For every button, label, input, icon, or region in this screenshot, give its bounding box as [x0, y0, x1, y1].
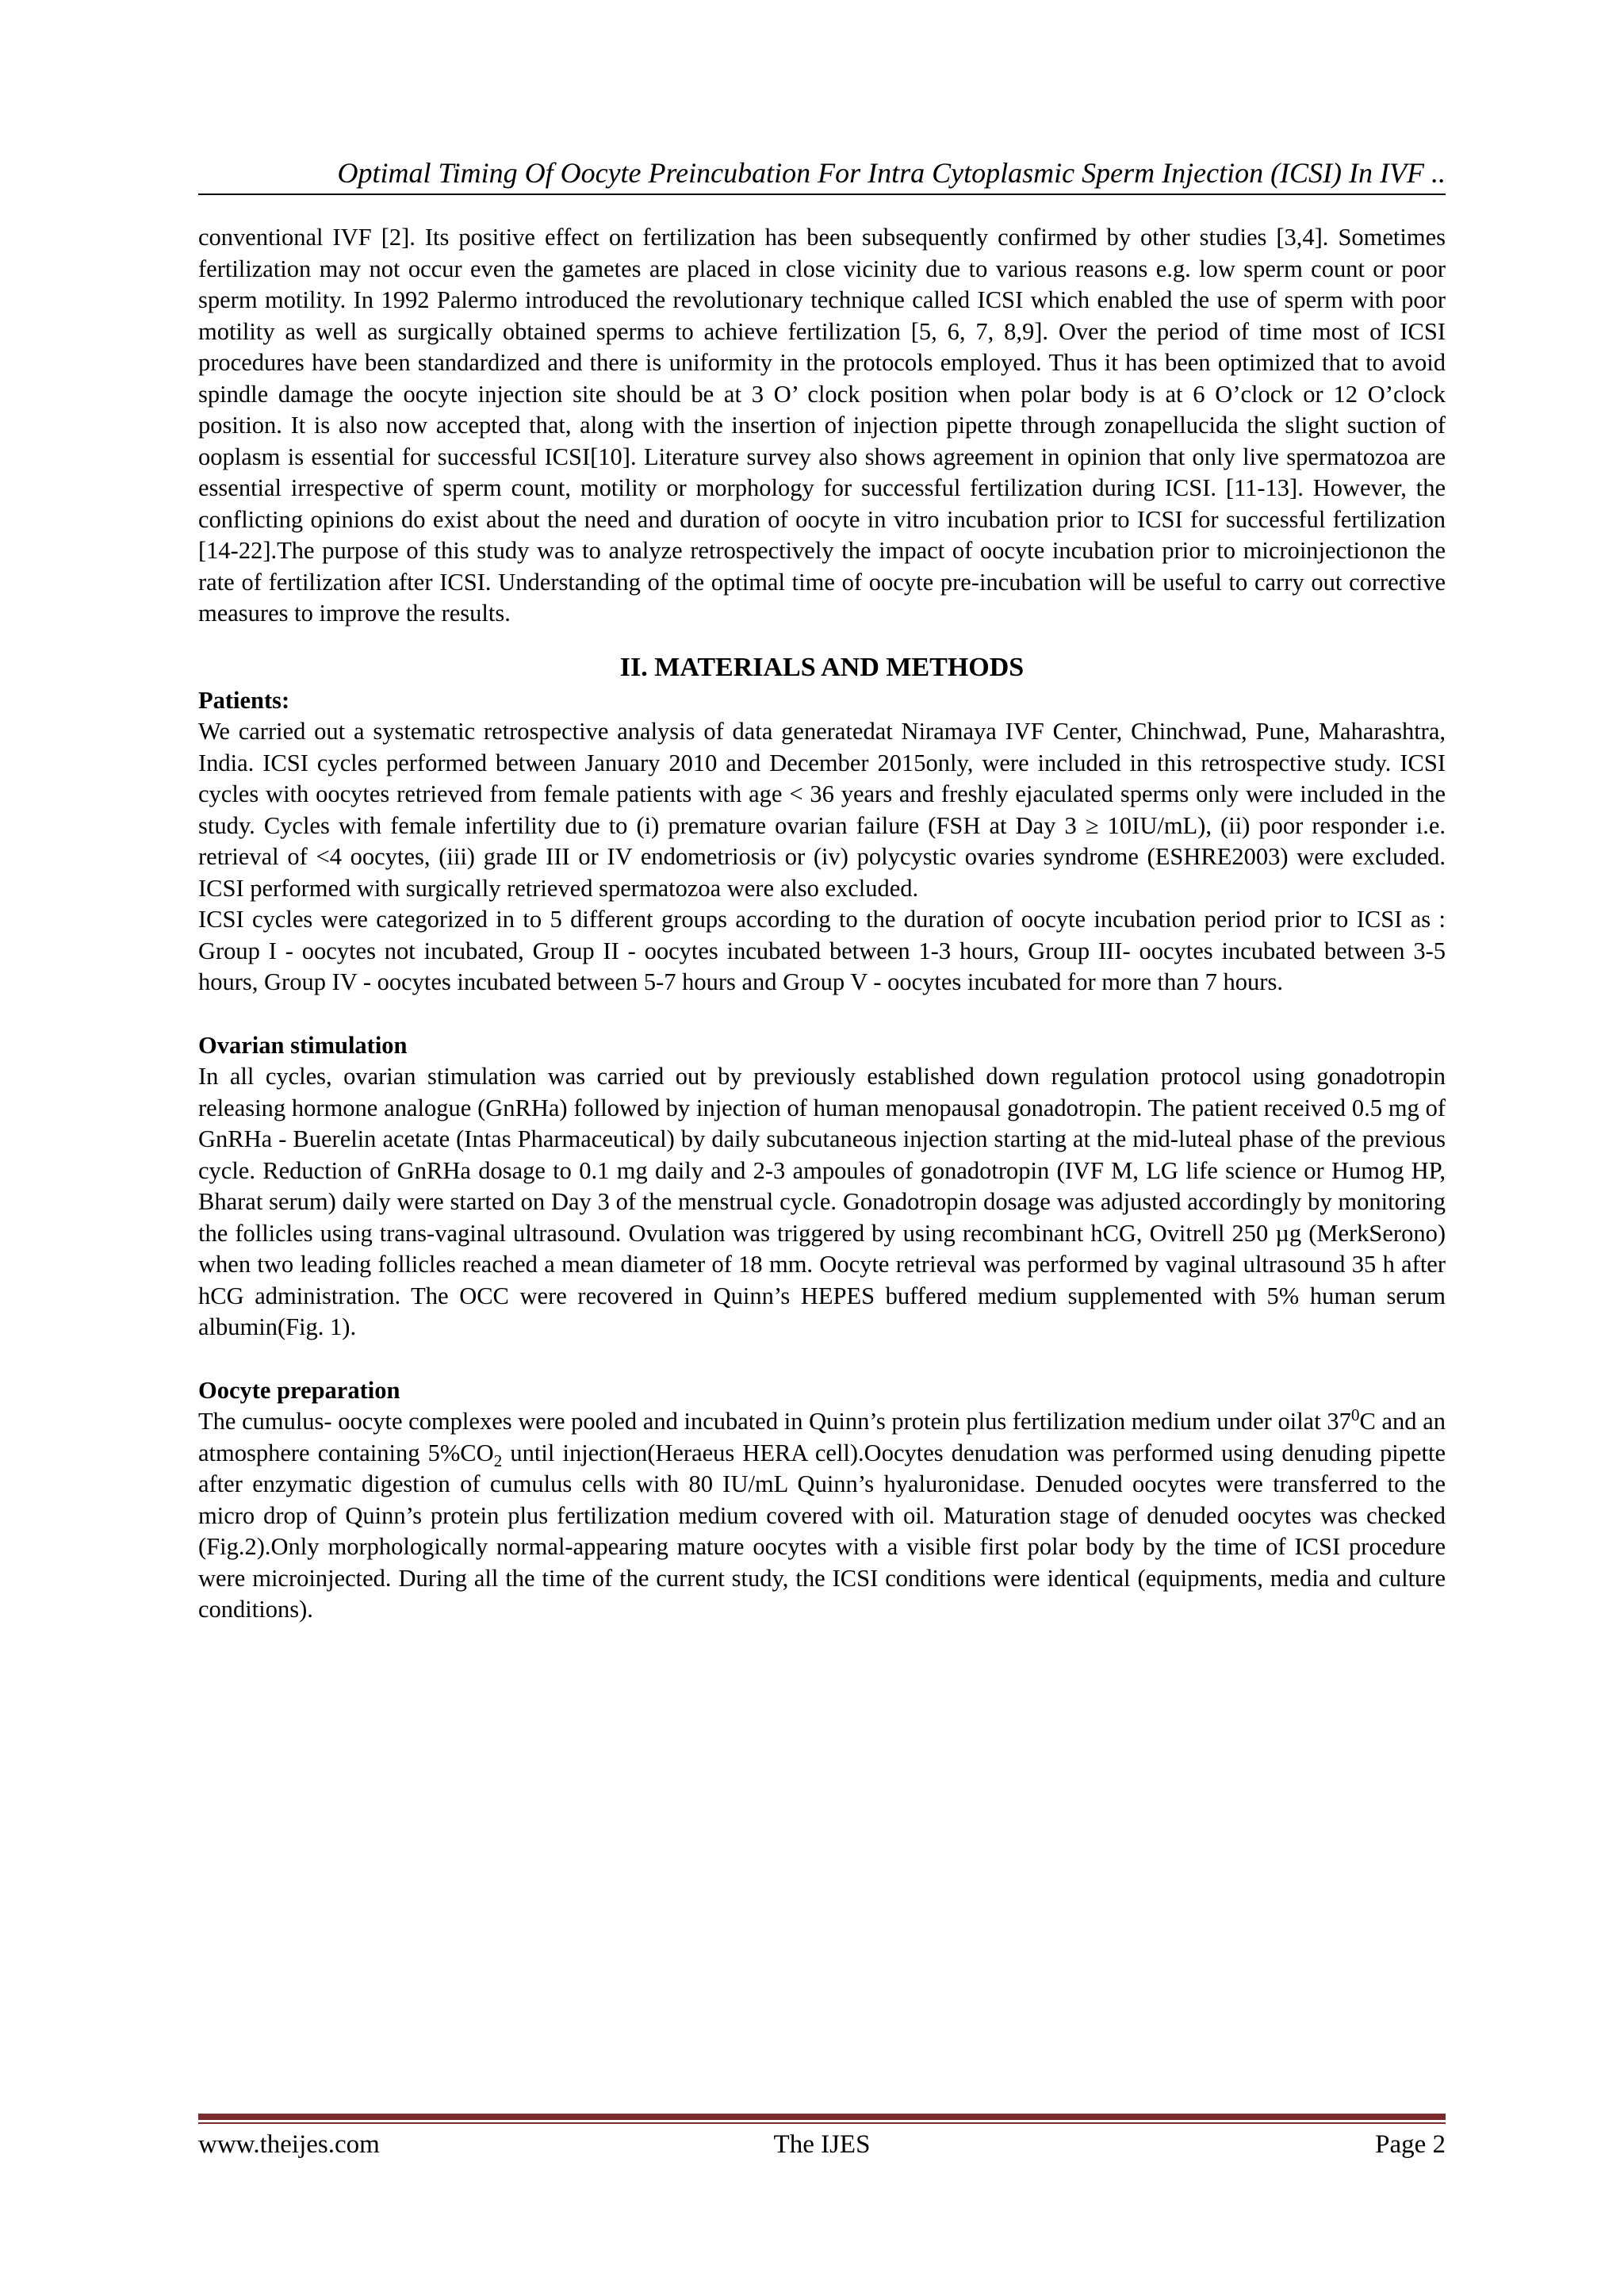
footer-rule-thin: [198, 2122, 1446, 2124]
oocyte-text-b: C and an atmosphere containing 5%CO: [198, 1408, 1446, 1466]
footer-rule: [198, 2114, 1446, 2124]
footer-website[interactable]: www.theijes.com: [198, 2130, 380, 2159]
oocyte-heading: Oocyte preparation: [198, 1376, 400, 1404]
section-title: II. MATERIALS AND METHODS: [619, 652, 1025, 682]
oocyte-paragraph: [198, 1406, 1446, 1626]
footer-journal: The IJES: [773, 2130, 871, 2159]
running-header: Optimal Timing Of Oocyte Preincubation For Intra Cytoplasmic Sperm Injection (ICSI) In IVF ..: [337, 157, 1446, 189]
oocyte-text-a: The cumulus- oocyte complexes were pooled and incubated in Quinn’s protein plus fertilization medium under oilat 37: [198, 1408, 1351, 1435]
patients-paragraph-2: ICSI cycles were categorized in to 5 different groups according to the duration of oocyte incubation period prior to ICSI as : Group I - oocytes not incubated, Group II - oocytes incubated between 1-3 hours, Group III- oocytes incubated between 3-5 hours, Group IV - oocytes incubated between 5-7 hours and Group V - oocytes incubated for more than 7 hours.: [198, 906, 1446, 995]
page-body: [198, 222, 1446, 1626]
paragraph-gap: [198, 999, 1446, 1030]
header-rule: [198, 194, 1446, 195]
degree-superscript: 0: [1350, 1405, 1360, 1424]
patients-heading: Patients:: [198, 686, 290, 714]
oocyte-text-c: until injection(Heraeus HERA cell).Oocytes denudation was performed using denuding pipette after enzymatic digestion of cumulus cells with 80 IU/mL Quinn’s hyaluronidase. Denuded oocytes were transferred to the micro drop of Quinn’s protein plus fertilization medium covered with oil. Maturation stage of denuded oocytes was checked (Fig.2).Only morphologically normal-appearing mature oocytes with a visible first polar body by the time of ICSI procedure were microinjected. During all the time of the current study, the ICSI conditions were identical (equipments, media and culture conditions).: [198, 1439, 1446, 1623]
ovarian-heading: Ovarian stimulation: [198, 1031, 408, 1059]
footer-rule-thick: [198, 2114, 1446, 2120]
footer-page-number: Page 2: [1375, 2130, 1446, 2159]
ovarian-paragraph: In all cycles, ovarian stimulation was carried out by previously established down regulation protocol using gonadotropin releasing hormone analogue (GnRHa) followed by injection of human menopausal gonadotropin. The patient received 0.5 mg of GnRHa - Buerelin acetate (Intas Pharmaceutical) by daily subcutaneous injection starting at the mid-luteal phase of the previous cycle. Reduction of GnRHa dosage to 0.1 mg daily and 2-3 ampoules of gonadotropin (IVF M, LG life science or Humog HP, Bharat serum) daily were started on Day 3 of the menstrual cycle. Gonadotropin dosage was adjusted accordingly by monitoring the follicles using trans-vaginal ultrasound. Ovulation was triggered by using recombinant hCG, Ovitrell 250 µg (MerkSerono) when two leading follicles reached a mean diameter of 18 mm. Oocyte retrieval was performed by vaginal ultrasound 35 h after hCG administration. The OCC were recovered in Quinn’s HEPES buffered medium supplemented with 5% human serum albumin(Fig. 1).: [198, 1063, 1446, 1340]
paragraph-gap: [198, 1343, 1446, 1375]
co2-subscript: 2: [493, 1451, 503, 1470]
intro-paragraph: conventional IVF [2]. Its positive effect on fertilization has been subsequently confirmed by other studies [3,4]. Sometimes fertilization may not occur even the gametes are placed in close vicinity due to various reasons e.g. low sperm count or poor sperm motility. In 1992 Palermo introduced the revolutionary technique called ICSI which enabled the use of sperm with poor motility as well as surgically obtained sperms to achieve fertilization [5, 6, 7, 8,9]. Over the period of time most of ICSI procedures have been standardized and there is uniformity in the protocols employed. Thus it has been optimized that to avoid spindle damage the oocyte injection site should be at 3 O’ clock position when polar body is at 6 O’clock or 12 O’clock position. It is also now accepted that, along with the insertion of injection pipette through zonapellucida the slight suction of ooplasm is essential for successful ICSI[10]. Literature survey also shows agreement in opinion that only live spermatozoa are essential irrespective of sperm count, motility or morphology for successful fertilization during ICSI. [11-13]. However, the conflicting opinions do exist about the need and duration of oocyte in vitro incubation prior to ICSI for successful fertilization [14-22].The purpose of this study was to analyze retrospectively the impact of oocyte incubation prior to microinjectionon the rate of fertilization after ICSI. Understanding of the optimal time of oocyte pre-incubation will be useful to carry out corrective measures to improve the results.: [198, 224, 1446, 627]
patients-paragraph-1: We carried out a systematic retrospective analysis of data generatedat Niramaya IVF Center, Chinchwad, Pune, Maharashtra, India. ICSI cycles performed between January 2010 and December 2015only, were included in this retrospective study. ICSI cycles with oocytes retrieved from female patients with age < 36 years and freshly ejaculated sperms only were included in the study. Cycles with female infertility due to (i) premature ovarian failure (FSH at Day 3 ≥ 10IU/mL), (ii) poor responder i.e. retrieval of <4 oocytes, (iii) grade III or IV endometriosis or (iv) polycystic ovaries syndrome (ESHRE2003) were excluded. ICSI performed with surgically retrieved spermatozoa were also excluded.: [198, 718, 1446, 902]
